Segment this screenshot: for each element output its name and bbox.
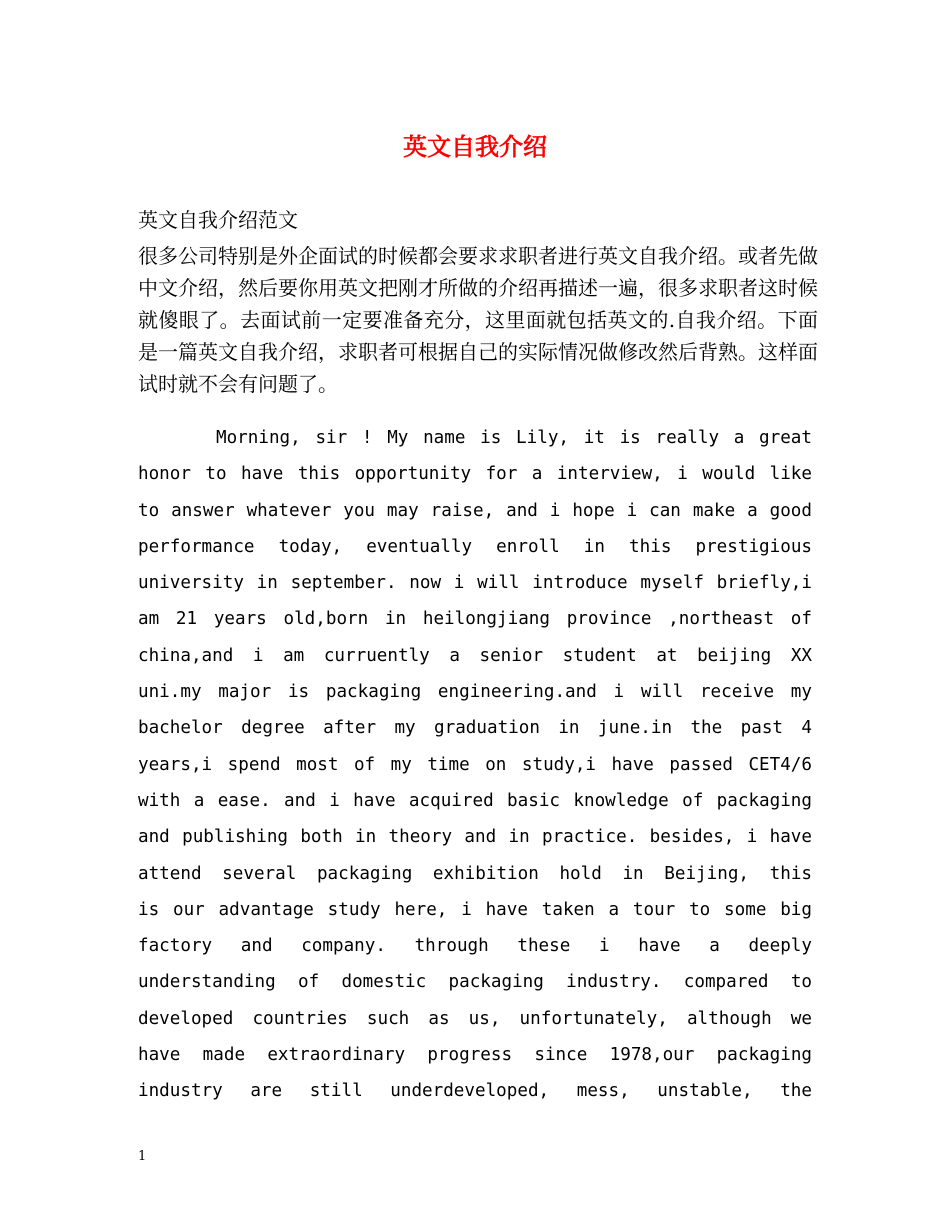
page-number: 1 — [138, 1149, 147, 1164]
document-subtitle: 英文自我介绍范文 — [138, 208, 298, 232]
body-line: attend several packaging exhibition hold in Beijing, this — [138, 863, 812, 884]
body-line: university in september. now i will introduce myself briefly,i — [138, 573, 812, 594]
body-line: to answer whatever you may raise, and i hope i can make a good — [138, 500, 812, 521]
body-line: factory and company. through these i have a deeply — [138, 936, 812, 957]
body-line: honor to have this opportunity for a interview, i would like — [138, 464, 812, 485]
body-line: developed countries such as us, unfortunately, although we — [138, 1008, 812, 1029]
english-body-text — [138, 420, 812, 1110]
body-line: industry are still underdeveloped, mess, unstable, the — [138, 1081, 812, 1102]
body-line: china,and i am curruently a senior student at beijing XX — [138, 645, 812, 666]
body-line: Morning, sir ! My name is Lily, it is really a great — [216, 428, 812, 448]
body-line: and publishing both in theory and in practice. besides, i have — [138, 827, 812, 848]
document-title: 英文自我介绍 — [403, 132, 547, 161]
body-line: bachelor degree after my graduation in june.in the past 4 — [138, 718, 812, 739]
body-line: with a ease. and i have acquired basic knowledge of packaging — [138, 790, 812, 811]
body-line: understanding of domestic packaging industry. compared to — [138, 972, 812, 993]
body-line: have made extraordinary progress since 1978,our packaging — [138, 1045, 812, 1066]
body-line: years,i spend most of my time on study,i have passed CET4/6 — [138, 754, 812, 775]
intro-paragraph: 很多公司特别是外企面试的时候都会要求求职者进行英文自我介绍。或者先做中文介绍，然后要你用英文把刚才所做的介绍再描述一遍，很多求职者这时候就傻眼了。去面试前一定要准备充分，这里面就包括英文的.自我介绍。下面是一篇英文自我介绍，求职者可根据自己的实际情况做修改然后背熟。这样面试时就不会有问题了。 — [138, 244, 818, 396]
body-line: am 21 years old,born in heilongjiang province ,northeast of — [138, 609, 812, 630]
body-line: performance today, eventually enroll in this prestigious — [138, 536, 812, 557]
body-line: is our advantage study here, i have taken a tour to some big — [138, 899, 812, 920]
body-line: uni.my major is packaging engineering.and i will receive my — [138, 682, 812, 703]
